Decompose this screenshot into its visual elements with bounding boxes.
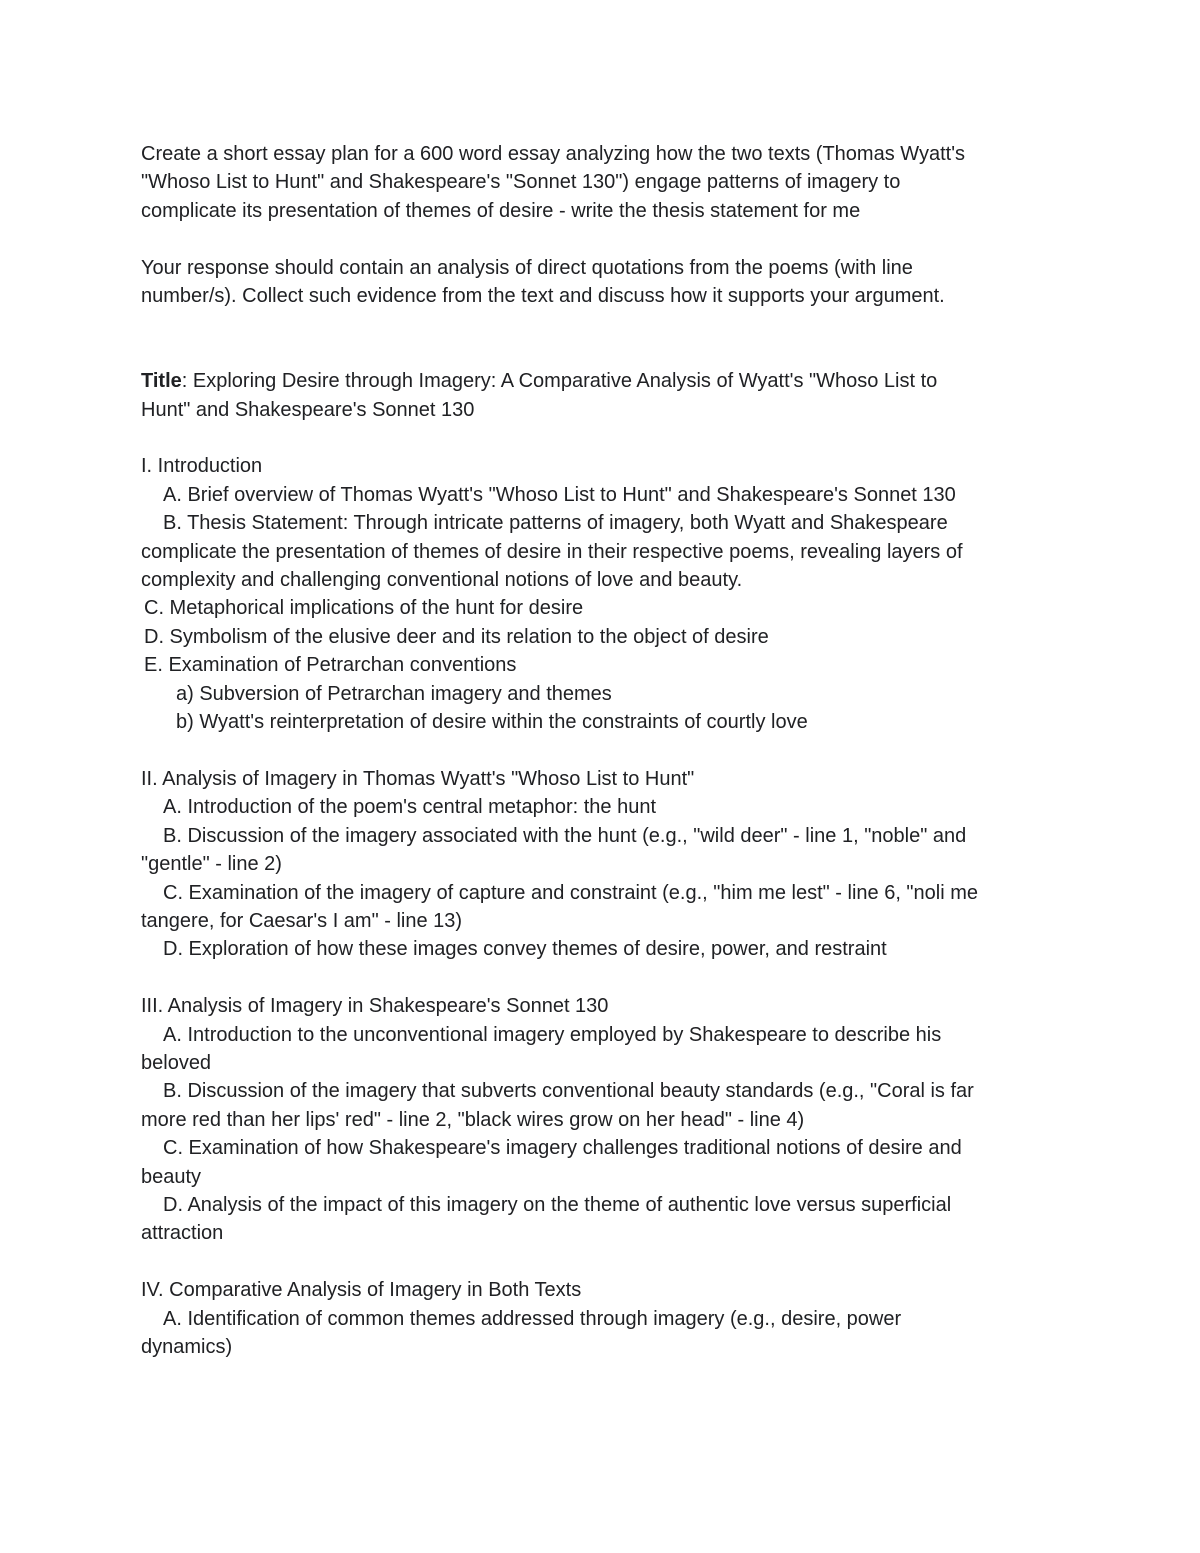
outline-item: A. Introduction of the poem's central metaphor: the hunt bbox=[163, 796, 656, 819]
outline-subitem: a) Subversion of Petrarchan imagery and themes bbox=[176, 682, 612, 705]
prompt-line: complicate its presentation of themes of desire - write the thesis statement for me bbox=[141, 199, 861, 222]
title-line: Hunt" and Shakespeare's Sonnet 130 bbox=[141, 398, 475, 421]
outline-item-continued: beloved bbox=[141, 1051, 212, 1074]
section-heading: II. Analysis of Imagery in Thomas Wyatt's "Whoso List to Hunt" bbox=[141, 767, 695, 790]
outline-item-continued: beauty bbox=[141, 1165, 202, 1188]
outline-item: D. Exploration of how these images convey themes of desire, power, and restraint bbox=[163, 938, 887, 961]
prompt-line: Create a short essay plan for a 600 word essay analyzing how the two texts (Thomas Wyatt's bbox=[141, 143, 966, 165]
outline-item: C. Examination of how Shakespeare's imagery challenges traditional notions of desire and bbox=[163, 1137, 962, 1160]
outline-item: D. Symbolism of the elusive deer and its relation to the object of desire bbox=[144, 625, 769, 648]
spacer bbox=[141, 424, 1061, 452]
spacer bbox=[141, 310, 1061, 367]
essay-title bbox=[141, 367, 1061, 424]
spacer bbox=[141, 964, 1061, 992]
title-label: Title bbox=[141, 370, 182, 393]
outline-item-continued: complicate the presentation of themes of desire in their respective poems, revealing layers of bbox=[141, 540, 963, 563]
section-heading: IV. Comparative Analysis of Imagery in Both Texts bbox=[141, 1279, 582, 1302]
title-text: : Exploring Desire through Imagery: A Comparative Analysis of Wyatt's "Whoso List to bbox=[181, 370, 938, 393]
spacer bbox=[141, 736, 1061, 764]
outline-item: A. Introduction to the unconventional imagery employed by Shakespeare to describe his bbox=[163, 1023, 942, 1046]
title-line bbox=[141, 367, 1061, 395]
outline-item: B. Thesis Statement: Through intricate patterns of imagery, both Wyatt and Shakespeare bbox=[163, 512, 948, 535]
prompt-line: number/s). Collect such evidence from the text and discuss how it supports your argument. bbox=[141, 285, 945, 308]
prompt-block bbox=[141, 140, 1061, 310]
section-comparative bbox=[141, 1276, 1061, 1361]
outline-item: A. Identification of common themes addressed through imagery (e.g., desire, power bbox=[163, 1307, 902, 1330]
outline-item-continued: attraction bbox=[141, 1222, 224, 1245]
outline-item: E. Examination of Petrarchan conventions bbox=[144, 654, 517, 677]
outline-item: B. Discussion of the imagery associated with the hunt (e.g., "wild deer" - line 1, "noble" and bbox=[163, 824, 967, 847]
section-heading: I. Introduction bbox=[141, 455, 263, 478]
section-heading: III. Analysis of Imagery in Shakespeare's Sonnet 130 bbox=[141, 995, 609, 1018]
section-shakespeare bbox=[141, 992, 1061, 1248]
outline-item-continued: dynamics) bbox=[141, 1335, 233, 1358]
spacer bbox=[141, 1248, 1061, 1276]
document-body bbox=[141, 140, 1061, 1361]
section-wyatt bbox=[141, 765, 1061, 964]
outline-item: C. Metaphorical implications of the hunt for desire bbox=[144, 597, 584, 620]
outline-item: A. Brief overview of Thomas Wyatt's "Whoso List to Hunt" and Shakespeare's Sonnet 130 bbox=[163, 483, 956, 506]
prompt-line: Your response should contain an analysis of direct quotations from the poems (with line bbox=[141, 256, 913, 279]
outline-subitem: b) Wyatt's reinterpretation of desire within the constraints of courtly love bbox=[176, 711, 808, 734]
outline-item-continued: tangere, for Caesar's I am" - line 13) bbox=[141, 909, 463, 932]
section-introduction bbox=[141, 452, 1061, 736]
outline-item: B. Discussion of the imagery that subverts conventional beauty standards (e.g., "Coral is far bbox=[163, 1080, 974, 1103]
outline-item-continued: "gentle" - line 2) bbox=[141, 853, 282, 876]
outline-item: D. Analysis of the impact of this imagery on the theme of authentic love versus superficial bbox=[163, 1193, 952, 1216]
outline-item-continued: more red than her lips' red" - line 2, "black wires grow on her head" - line 4) bbox=[141, 1108, 805, 1131]
prompt-line: "Whoso List to Hunt" and Shakespeare's "Sonnet 130") engage patterns of imagery to bbox=[141, 171, 901, 194]
outline-item: C. Examination of the imagery of capture and constraint (e.g., "him me lest" - line 6, "noli me bbox=[163, 881, 978, 904]
outline-item-continued: complexity and challenging conventional notions of love and beauty. bbox=[141, 569, 743, 592]
spacer bbox=[141, 225, 1061, 253]
